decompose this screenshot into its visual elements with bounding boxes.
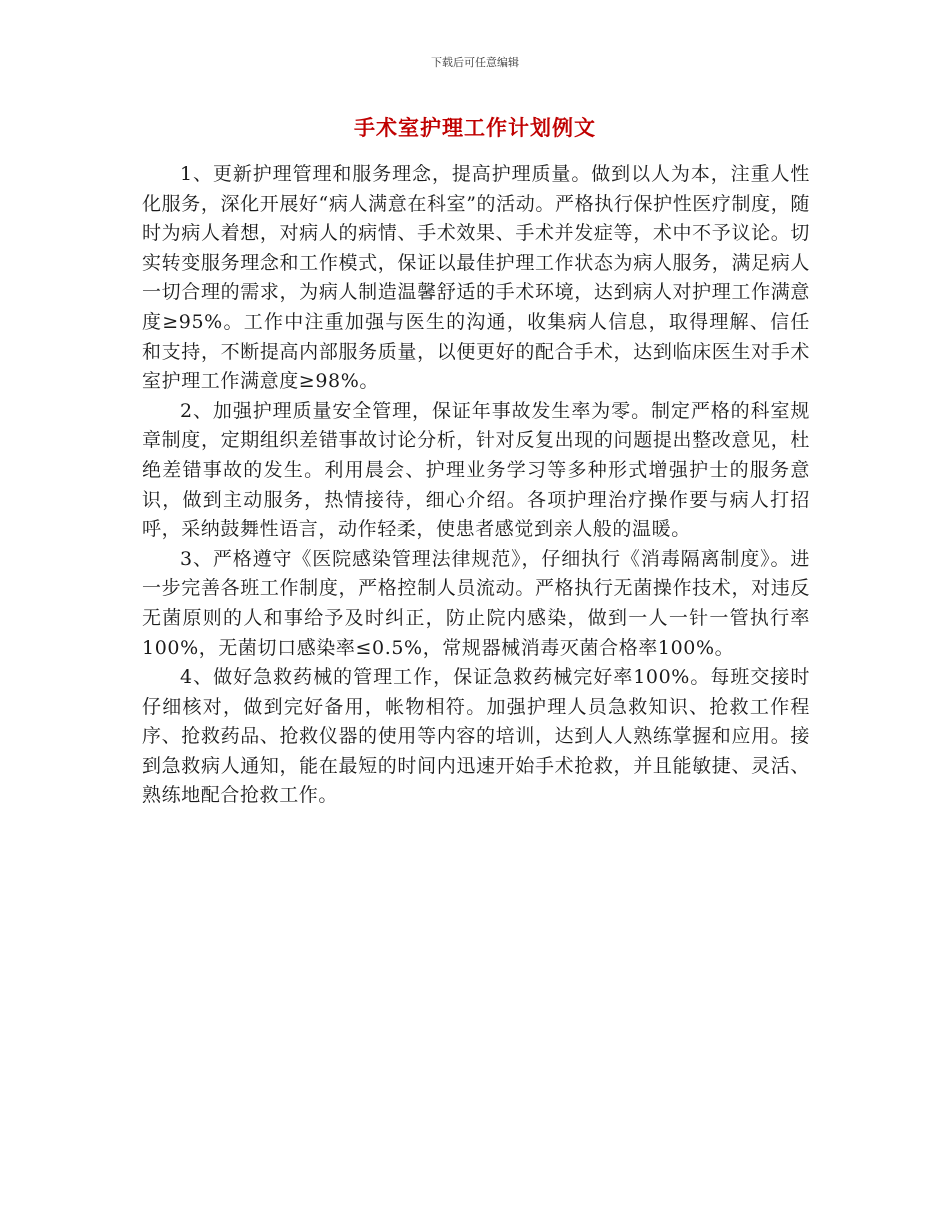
header-note: 下载后可任意编辑 (431, 56, 519, 69)
document-title: 手术室护理工作计划例文 (354, 116, 596, 140)
paragraph-3: 3、严格遵守《医院感染管理法律规范》，仔细执行《消毒隔离制度》。进一步完善各班工作制度，严格控制人员流动。严格执行无菌操作技术，对违反无菌原则的人和事给予及时纠正，防止院内感染，做到一人一针一管执行率100%，无菌切口感染率≤0.5%，常规器械消毒灭菌合格率100%。 (142, 547, 810, 659)
document-body (142, 160, 810, 811)
paragraph-1: 1、更新护理管理和服务理念，提高护理质量。做到以人为本，注重人性化服务，深化开展好“病人满意在科室”的活动。严格执行保护性医疗制度，随时为病人着想，对病人的病情、手术效果、手术并发症等，术中不予议论。切实转变服务理念和工作模式，保证以最佳护理工作状态为病人服务，满足病人一切合理的需求，为病人制造温馨舒适的手术环境，达到病人对护理工作满意度≥95%。工作中注重加强与医生的沟通，收集病人信息，取得理解、信任和支持，不断提高内部服务质量，以便更好的配合手术，达到临床医生对手术室护理工作满意度≥98%。 (142, 163, 810, 393)
paragraph-2: 2、加强护理质量安全管理，保证年事故发生率为零。制定严格的科室规章制度，定期组织差错事故讨论分析，针对反复出现的问题提出整改意见，杜绝差错事故的发生。利用晨会、护理业务学习等多种形式增强护士的服务意识，做到主动服务，热情接待，细心介绍。各项护理治疗操作要与病人打招呼，采纳鼓舞性语言，动作轻柔，使患者感觉到亲人般的温暖。 (142, 399, 810, 541)
paragraph-4: 4、做好急救药械的管理工作，保证急救药械完好率100%。每班交接时仔细核对，做到完好备用，帐物相符。加强护理人员急救知识、抢救工作程序、抢救药品、抢救仪器的使用等内容的培训，达到人人熟练掌握和应用。接到急救病人通知，能在最短的时间内迅速开始手术抢救，并且能敏捷、灵活、熟练地配合抢救工作。 (142, 666, 810, 807)
